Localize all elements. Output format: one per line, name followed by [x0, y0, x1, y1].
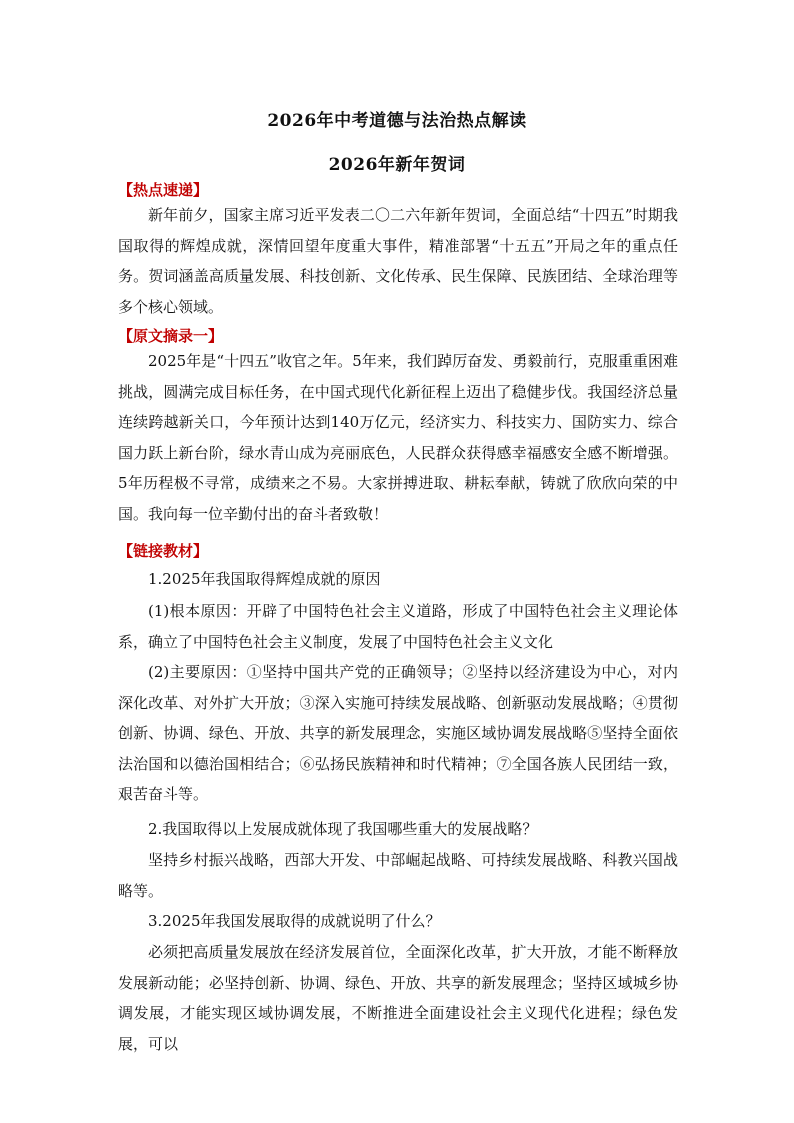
- main-title: 2026年中考道德与法治热点解读: [267, 111, 527, 131]
- subtitle: 2026年新年贺词: [328, 155, 466, 175]
- answer-1-fundamental: (1)根本原因：开辟了中国特色社会主义道路，形成了中国特色社会主义理论体系，确立了中国特色社会主义制度，发展了中国特色社会主义文化: [118, 602, 678, 651]
- excerpt1-paragraph: 2025年是“十四五”收官之年。5年来，我们踔厉奋发、勇毅前行，克服重重困难挑战，圆满完成目标任务，在中国式现代化新征程上迈出了稳健步伐。我国经济总量连续跨越新关口，今年预计达到140万亿元，经济实力、科技实力、国防实力、综合国力跃上新台阶，绿水青山成为亮丽底色，人民群众获得感幸福感安全感不断增强。5年历程极不寻常，成绩来之不易。大家拼搏进取、耕耘奉献，铸就了欣欣向荣的中国。我向每一位辛勤付出的奋斗者致敬！: [118, 352, 678, 523]
- hotspot-heading: 【热点速递】: [118, 181, 209, 199]
- excerpt1-heading: 【原文摘录一】: [118, 327, 224, 345]
- question-1: 1.2025年我国取得辉煌成就的原因: [148, 570, 381, 588]
- answer-2: 坚持乡村振兴战略，西部大开发、中部崛起战略、可持续发展战略、科教兴国战略等。: [118, 851, 678, 900]
- answer-3: 必须把高质量发展放在经济发展首位，全面深化改革，扩大开放，才能不断释放发展新动能；必坚持创新、协调、绿色、开放、共享的新发展理念；坚持区域城乡协调发展，才能实现区域协调发展，不断推进全面建设社会主义现代化进程；绿色发展，可以: [118, 943, 678, 1053]
- hotspot-paragraph: 新年前夕，国家主席习近平发表二〇二六年新年贺词，全面总结“十四五”时期我国取得的辉煌成就，深情回望年度重大事件，精准部署“十五五”开局之年的重点任务。贺词涵盖高质量发展、科技创新、文化传承、民生保障、民族团结、全球治理等多个核心领域。: [118, 206, 678, 316]
- answer-1-main: (2)主要原因：①坚持中国共产党的正确领导；②坚持以经济建设为中心，对内深化改革、对外扩大开放；③深入实施可持续发展战略、创新驱动发展战略；④贯彻创新、协调、绿色、开放、共享的新发展理念，实施区域协调发展战略⑤坚持全面依法治国和以德治国相结合；⑥弘扬民族精神和时代精神；⑦全国各族人民团结一致，艰苦奋斗等。: [118, 663, 678, 803]
- question-2: 2.我国取得以上发展成就体现了我国哪些重大的发展战略？: [148, 820, 538, 838]
- question-3: 3.2025年我国发展取得的成就说明了什么？: [148, 912, 441, 930]
- textbook-heading: 【链接教材】: [118, 542, 209, 560]
